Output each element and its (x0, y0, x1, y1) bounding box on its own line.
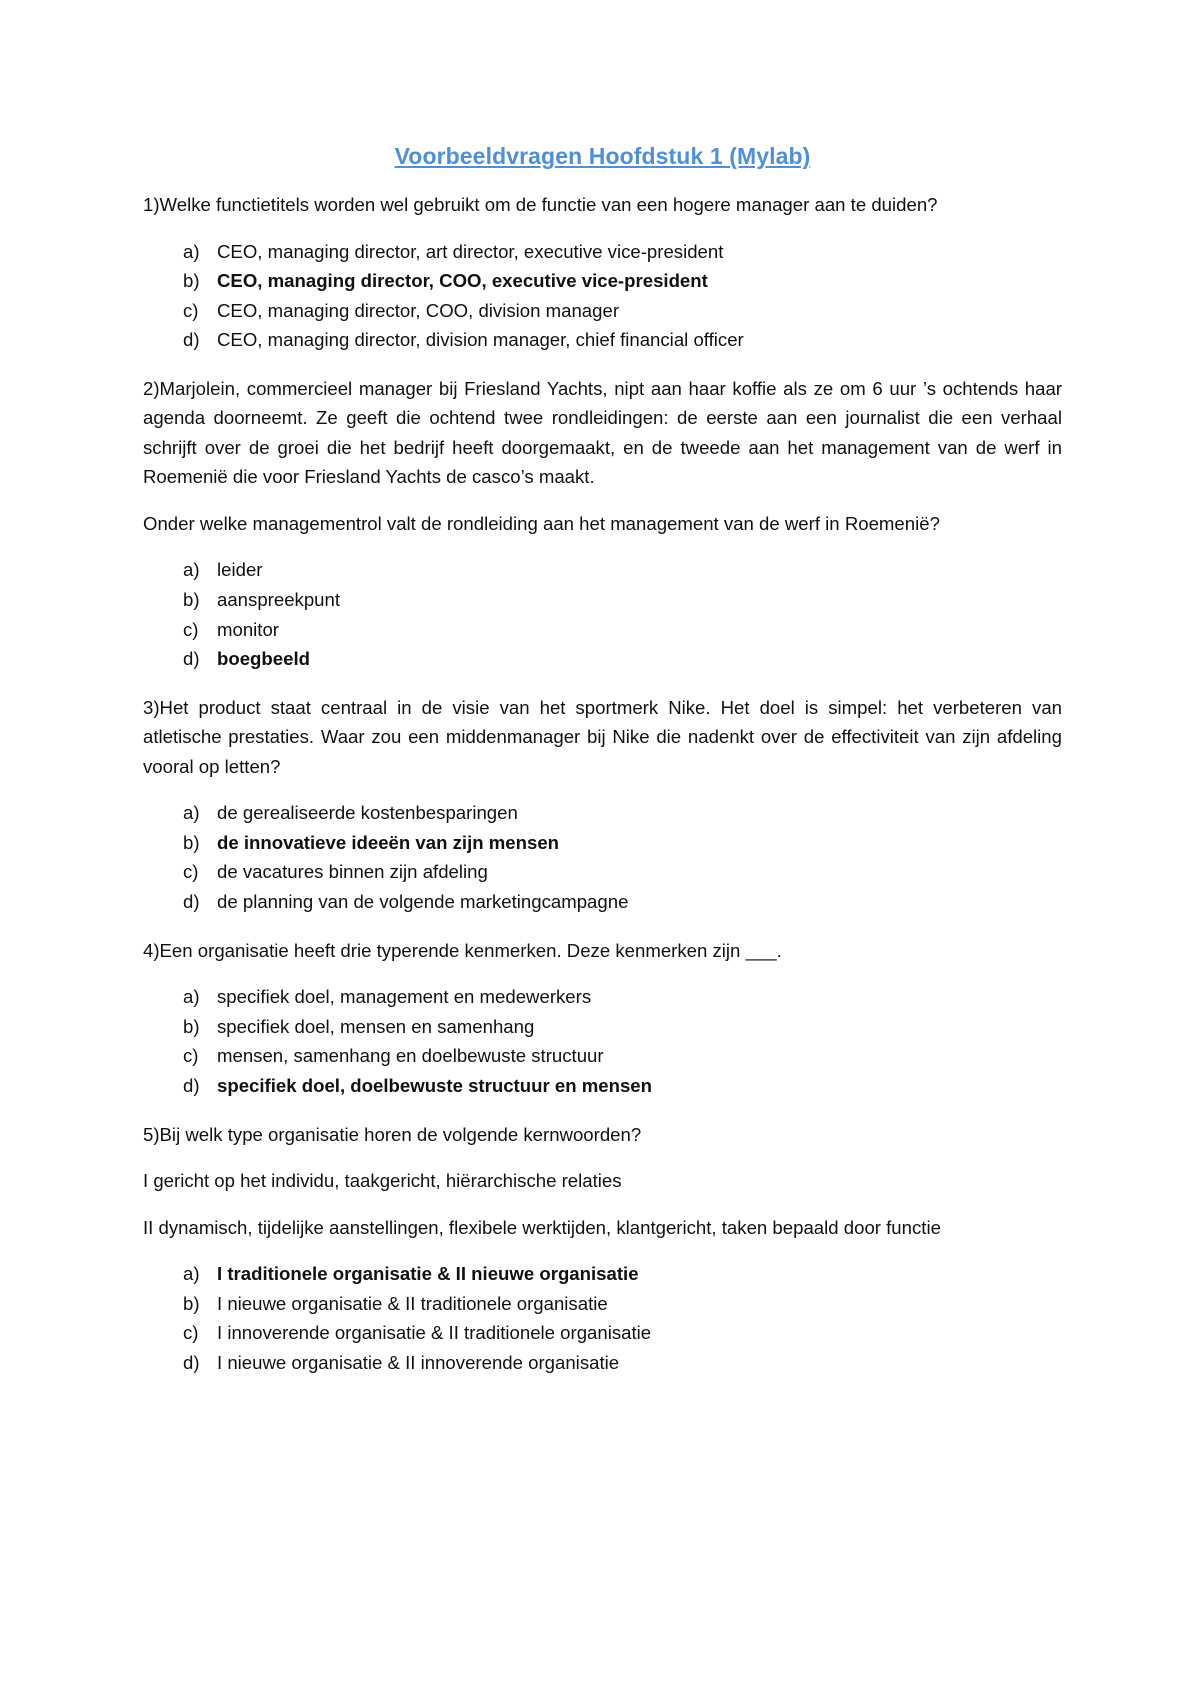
answer-option-c (143, 615, 1062, 645)
option-text: CEO, managing director, COO, executive vice-president (217, 270, 708, 292)
option-letter: d) (183, 648, 200, 670)
answer-options (143, 798, 1062, 916)
option-letter: a) (183, 559, 200, 581)
option-text: CEO, managing director, COO, division manager (217, 299, 620, 321)
question-5 (143, 1120, 1062, 1378)
answer-option-d (143, 887, 1062, 917)
answer-option-a (143, 982, 1062, 1012)
option-text: aanspreekpunt (217, 588, 341, 610)
option-text: mensen, samenhang en doelbewuste structuur (217, 1045, 604, 1067)
option-letter: b) (183, 588, 200, 610)
question-text: 4)Een organisatie heeft drie typerende kenmerken. Deze kenmerken zijn ___. (143, 939, 782, 961)
option-letter: d) (183, 891, 200, 913)
question-text: 1)Welke functietitels worden wel gebruikt om de functie van een hogere manager aan te duiden? (143, 194, 938, 215)
option-text: CEO, managing director, art director, executive vice-president (217, 240, 724, 262)
answer-option-b (143, 1012, 1062, 1042)
answer-options (143, 237, 1062, 355)
answer-option-a-correct (143, 1259, 1062, 1289)
answer-option-c (143, 1318, 1062, 1348)
option-letter: a) (183, 986, 200, 1008)
keywords-line-i: I gericht op het individu, taakgericht, hiërarchische relaties (143, 1170, 622, 1191)
option-text: CEO, managing director, division manager, chief financial officer (217, 329, 744, 351)
question-text: Onder welke managementrol valt de rondleiding aan het management van de werf in Roemenië? (143, 512, 940, 534)
answer-option-d (143, 1348, 1062, 1378)
option-letter: d) (183, 1351, 200, 1373)
question-scenario: 2)Marjolein, commercieel manager bij Friesland Yachts, nipt aan haar koffie als ze om 6 uur ’s ochtends haar agenda doorneemt. Ze geeft die ochtend twee rondleidingen: de eerste aan een journalist die een verhaal schrijft over de groei die het bedrijf heeft doorgemaakt, en de tweede aan het management van de werf in Roemenië die voor Friesland Yachts de casco’s maakt. (143, 377, 1062, 488)
page-title: Voorbeeldvragen Hoofdstuk 1 (Mylab) (394, 143, 811, 169)
answer-option-b (143, 1289, 1062, 1319)
answer-option-b (143, 585, 1062, 615)
option-letter: b) (183, 1292, 200, 1314)
answer-option-d-correct (143, 1071, 1062, 1101)
option-text: I innoverende organisatie & II traditionele organisatie (217, 1322, 652, 1344)
answer-options (143, 555, 1062, 673)
option-text: specifiek doel, management en medewerkers (217, 986, 592, 1008)
option-text: specifiek doel, doelbewuste structuur en mensen (217, 1074, 653, 1096)
option-letter: b) (183, 831, 200, 853)
question-1 (143, 190, 1062, 355)
answer-option-c (143, 296, 1062, 326)
keywords-line-ii: II dynamisch, tijdelijke aanstellingen, flexibele werktijden, klantgericht, taken bepaald door functie (143, 1216, 941, 1238)
answer-option-d-correct (143, 644, 1062, 674)
option-letter: d) (183, 329, 200, 351)
option-text: I nieuwe organisatie & II traditionele organisatie (217, 1292, 608, 1314)
option-text: de vacatures binnen zijn afdeling (217, 861, 488, 883)
option-letter: b) (183, 270, 200, 292)
question-3 (143, 693, 1062, 917)
option-text: boegbeeld (217, 648, 310, 670)
option-letter: c) (183, 299, 199, 321)
question-text: 3)Het product staat centraal in de visie van het sportmerk Nike. Het doel is simpel: het verbeteren van atletische prestaties. Waar zou een middenmanager bij Nike die nadenkt over de effectiviteit van zijn afdeling vooral op letten? (143, 696, 1062, 777)
question-text: 5)Bij welk type organisatie horen de volgende kernwoorden? (143, 1123, 642, 1145)
option-letter: c) (183, 1322, 199, 1344)
option-letter: a) (183, 1263, 200, 1284)
answer-option-a (143, 237, 1062, 267)
option-letter: b) (183, 1015, 200, 1037)
option-text: de innovatieve ideeën van zijn mensen (217, 831, 560, 853)
option-text: I traditionele organisatie & II nieuwe organisatie (217, 1263, 639, 1284)
answer-option-b-correct (143, 266, 1062, 296)
answer-option-c (143, 1041, 1062, 1071)
answer-option-a (143, 555, 1062, 585)
option-text: leider (217, 559, 263, 581)
answer-option-b-correct (143, 828, 1062, 858)
option-letter: d) (183, 1074, 200, 1096)
option-letter: c) (183, 1045, 199, 1067)
question-4 (143, 936, 1062, 1101)
answer-option-d (143, 325, 1062, 355)
option-text: de planning van de volgende marketingcampagne (217, 891, 629, 913)
option-text: I nieuwe organisatie & II innoverende organisatie (217, 1351, 620, 1373)
question-2 (143, 374, 1062, 674)
option-letter: a) (183, 802, 200, 824)
option-letter: a) (183, 240, 200, 262)
option-letter: c) (183, 861, 199, 883)
answer-options (143, 1259, 1062, 1377)
answer-option-c (143, 857, 1062, 887)
option-text: specifiek doel, mensen en samenhang (217, 1015, 535, 1037)
answer-options (143, 982, 1062, 1100)
option-text: monitor (217, 618, 280, 640)
option-letter: c) (183, 618, 199, 640)
answer-option-a (143, 798, 1062, 828)
option-text: de gerealiseerde kostenbesparingen (217, 802, 518, 824)
